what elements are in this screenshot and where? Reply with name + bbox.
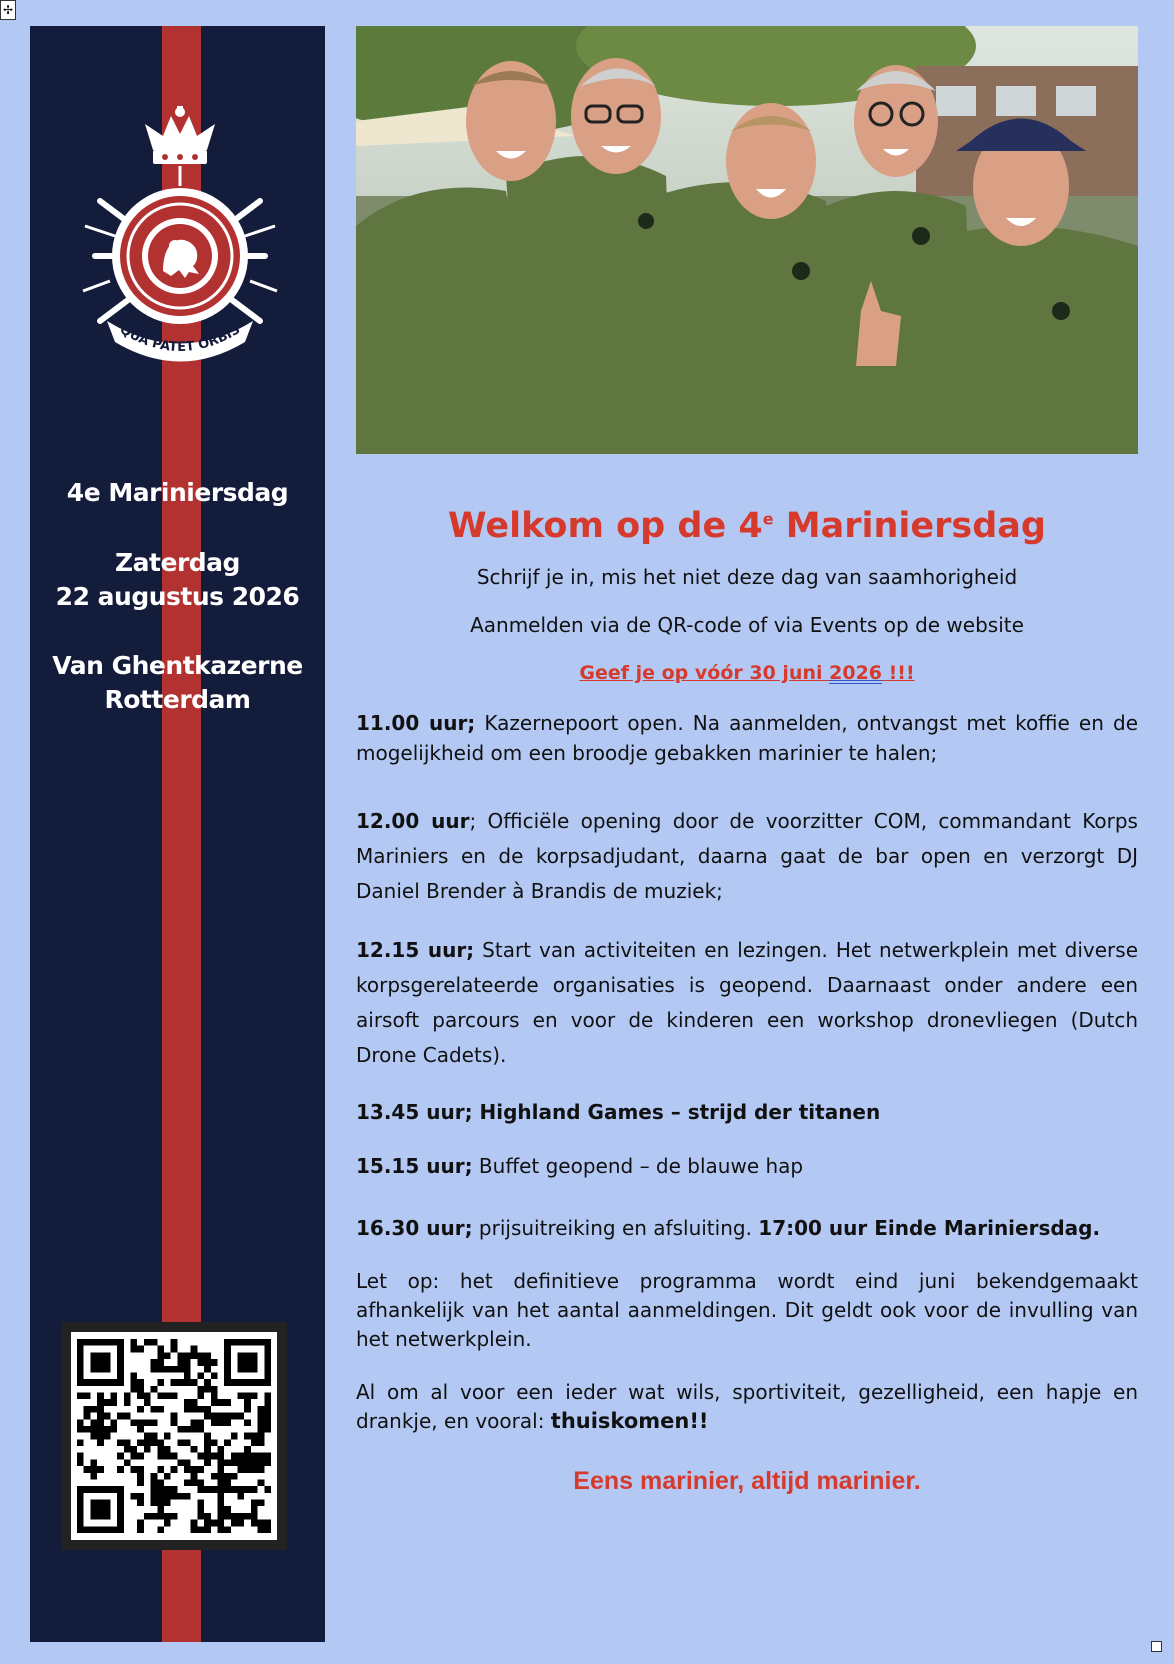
qr-code[interactable] xyxy=(61,1322,287,1550)
event-full-date: 22 augustus 2026 xyxy=(55,582,300,611)
resize-handle[interactable] xyxy=(1151,1641,1162,1652)
move-icon: ✢ xyxy=(2,3,14,17)
program-item-1200: 12.00 uur; Officiële opening door de voorzitter COM, commandant Korps Mariniers en de korpsadjudant, daarna gaat de bar open en verzorgt DJ Daniel Brender à Brandis de muziek; xyxy=(356,809,1138,903)
event-day: Zaterdag xyxy=(115,548,240,577)
closing-message: Al om al voor een ieder wat wils, sportiviteit, gezelligheid, een hapje en drankje, en vooral: thuiskomen!! xyxy=(356,1380,1138,1433)
table-move-handle[interactable] xyxy=(0,0,16,20)
program-item-1630: 16.30 uur; prijsuitreiking en afsluiting. 17:00 uur Einde Mariniersdag. xyxy=(356,1216,1101,1240)
group-photo-marines xyxy=(356,26,1138,454)
event-city: Rotterdam xyxy=(104,685,251,714)
program-item-1100: 11.00 uur; Kazernepoort open. Na aanmelden, ontvangst met koffie en de mogelijkheid om een broodje gebakken marinier te halen; xyxy=(356,711,1138,765)
event-location xyxy=(30,649,325,717)
event-date xyxy=(30,546,325,614)
korps-mariniers-emblem xyxy=(75,106,285,366)
page-title: Welkom op de 4e Mariniersdag xyxy=(448,506,1046,546)
signup-instructions: Aanmelden via de QR-code of via Events op de website xyxy=(470,613,1024,637)
signup-deadline: Geef je op vóór 30 juni 2026 !!! xyxy=(579,662,915,684)
closing-motto: Eens marinier, altijd marinier. xyxy=(573,1467,921,1495)
event-content xyxy=(356,500,1138,1496)
program-item-1345: 13.45 uur; Highland Games – strijd der titanen xyxy=(356,1100,881,1124)
event-name: 4e Mariniersdag xyxy=(66,478,289,507)
side-banner xyxy=(30,26,325,1642)
signup-invitation: Schrijf je in, mis het niet deze dag van saamhorigheid xyxy=(476,565,1018,589)
program-item-1215: 12.15 uur; Start van activiteiten en lezingen. Het netwerkplein met diverse korpsgerelateerde organisaties is geopend. Daarnaast onder andere een airsoft parcours en voor de kinderen een workshop dronevliegen (Dutch Drone Cadets). xyxy=(356,938,1139,1067)
program-item-1515: 15.15 uur; Buffet geopend – de blauwe hap xyxy=(356,1154,804,1178)
qr-code-image xyxy=(77,1338,271,1534)
event-venue: Van Ghentkazerne xyxy=(52,651,303,680)
emblem-motto: QUA PATET ORBIS xyxy=(117,322,244,356)
program-notice: Let op: het definitieve programma wordt eind juni bekendgemaakt afhankelijk van het aantal aanmeldingen. Dit geldt ook voor de invulling van het netwerkplein. xyxy=(356,1269,1138,1351)
